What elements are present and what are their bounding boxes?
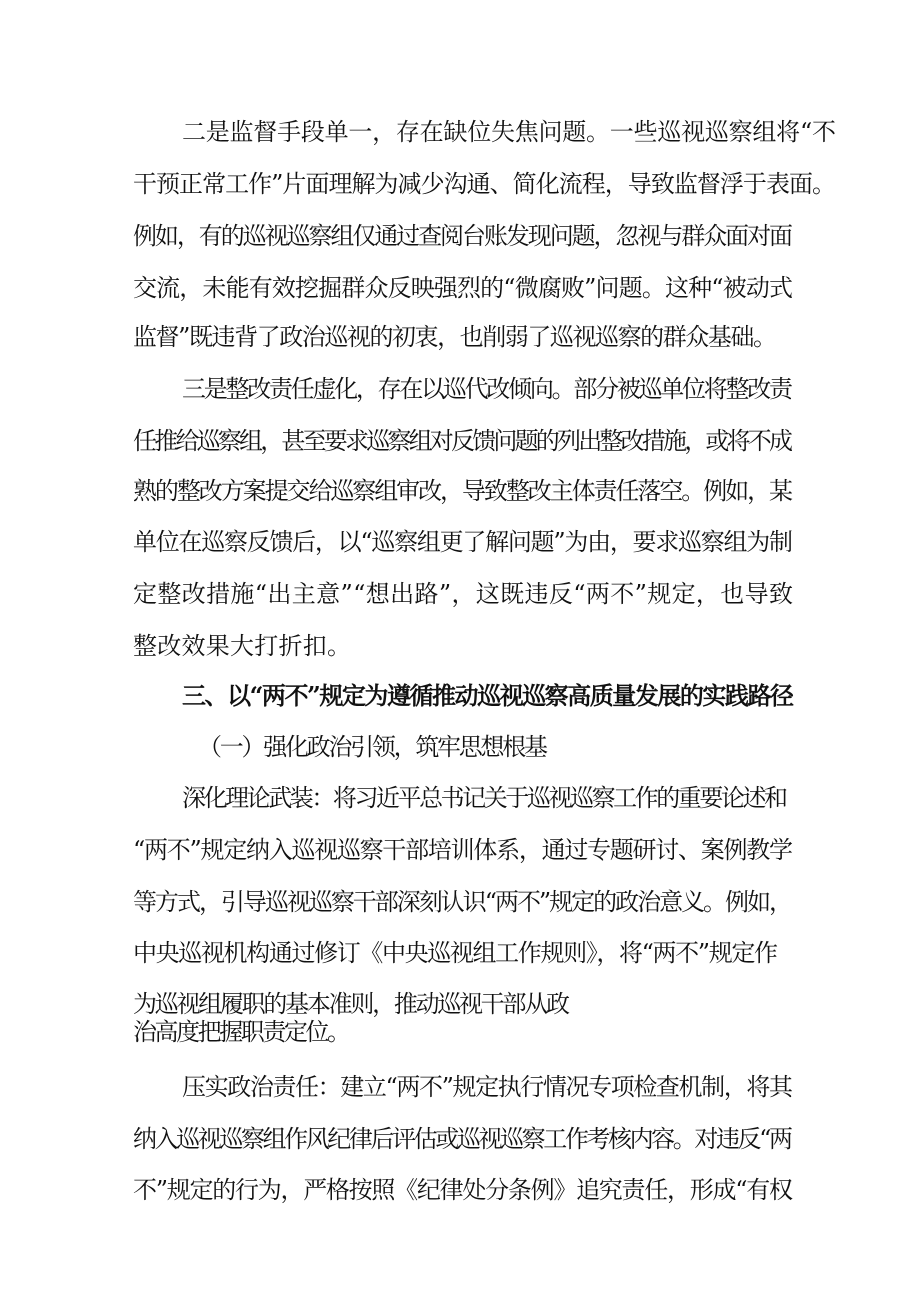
paragraph-line: 等方式，引导巡视巡察干部深刻认识“两不”规定的政治意义。例如， xyxy=(133,888,791,916)
paragraph-line: 不”规定的行为，严格按照《纪律处分条例》追究责任，形成“有权 xyxy=(133,1176,792,1204)
paragraph-line: 二是监督手段单一，存在缺位失焦问题。一些巡视巡察组将“不 xyxy=(182,118,836,146)
paragraph-line: 定整改措施“出主意”“想出路”，这既违反“两不”规定，也导致 xyxy=(133,580,794,608)
paragraph-line: 例如，有的巡视巡察组仅通过查阅台账发现问题，忽视与群众面对面 xyxy=(133,222,791,250)
paragraph-line: 中央巡视机构通过修订《中央巡视组工作规则》，将“两不”规定作 xyxy=(133,939,777,967)
paragraph-line: 单位在巡察反馈后，以“巡察组更了解问题”为由，要求巡察组为制 xyxy=(133,528,792,556)
paragraph-line: 压实政治责任：建立“两不”规定执行情况专项检查机制，将其 xyxy=(182,1073,792,1101)
paragraph-line: 熟的整改方案提交给巡察组审改，导致整改主体责任落空。例如，某 xyxy=(133,477,791,505)
paragraph-line: 深化理论武装：将习近平总书记关于巡视巡察工作的重要论述和 xyxy=(182,784,786,812)
subsection-heading: （一）强化政治引领，筑牢思想根基 xyxy=(198,733,546,761)
paragraph-line: 交流，未能有效挖掘群众反映强烈的“微腐败”问题。这种“被动式 xyxy=(133,274,793,302)
paragraph-line: 纳入巡视巡察组作风纪律后评估或巡视巡察工作考核内容。对违反“两 xyxy=(133,1125,791,1153)
section-heading: 三、以“两不”规定为遵循推动巡视巡察高质量发展的实践路径 xyxy=(182,681,793,710)
paragraph-line: “两不”规定纳入巡视巡察干部培训体系，通过专题研讨、案例教学 xyxy=(133,836,792,864)
paragraph-line: 任推给巡察组，甚至要求巡察组对反馈问题的列出整改措施，或将不成 xyxy=(133,427,791,455)
paragraph-line: 三是整改责任虚化，存在以巡代改倾向。部分被巡单位将整改责 xyxy=(182,375,791,403)
paragraph-line: 整改效果大打折扣。 xyxy=(133,632,352,660)
paragraph-line: 干预正常工作”片面理解为减少沟通、简化流程，导致监督浮于表面。 xyxy=(133,170,836,198)
paragraph-line: 监督”既违背了政治巡视的初衷，也削弱了巡视巡察的群众基础。 xyxy=(133,323,776,351)
paragraph-line: 为巡视组履职的基本准则，推动巡视干部从政 xyxy=(133,990,568,1018)
paragraph-line: 治高度把握职责定位。 xyxy=(133,1018,349,1046)
